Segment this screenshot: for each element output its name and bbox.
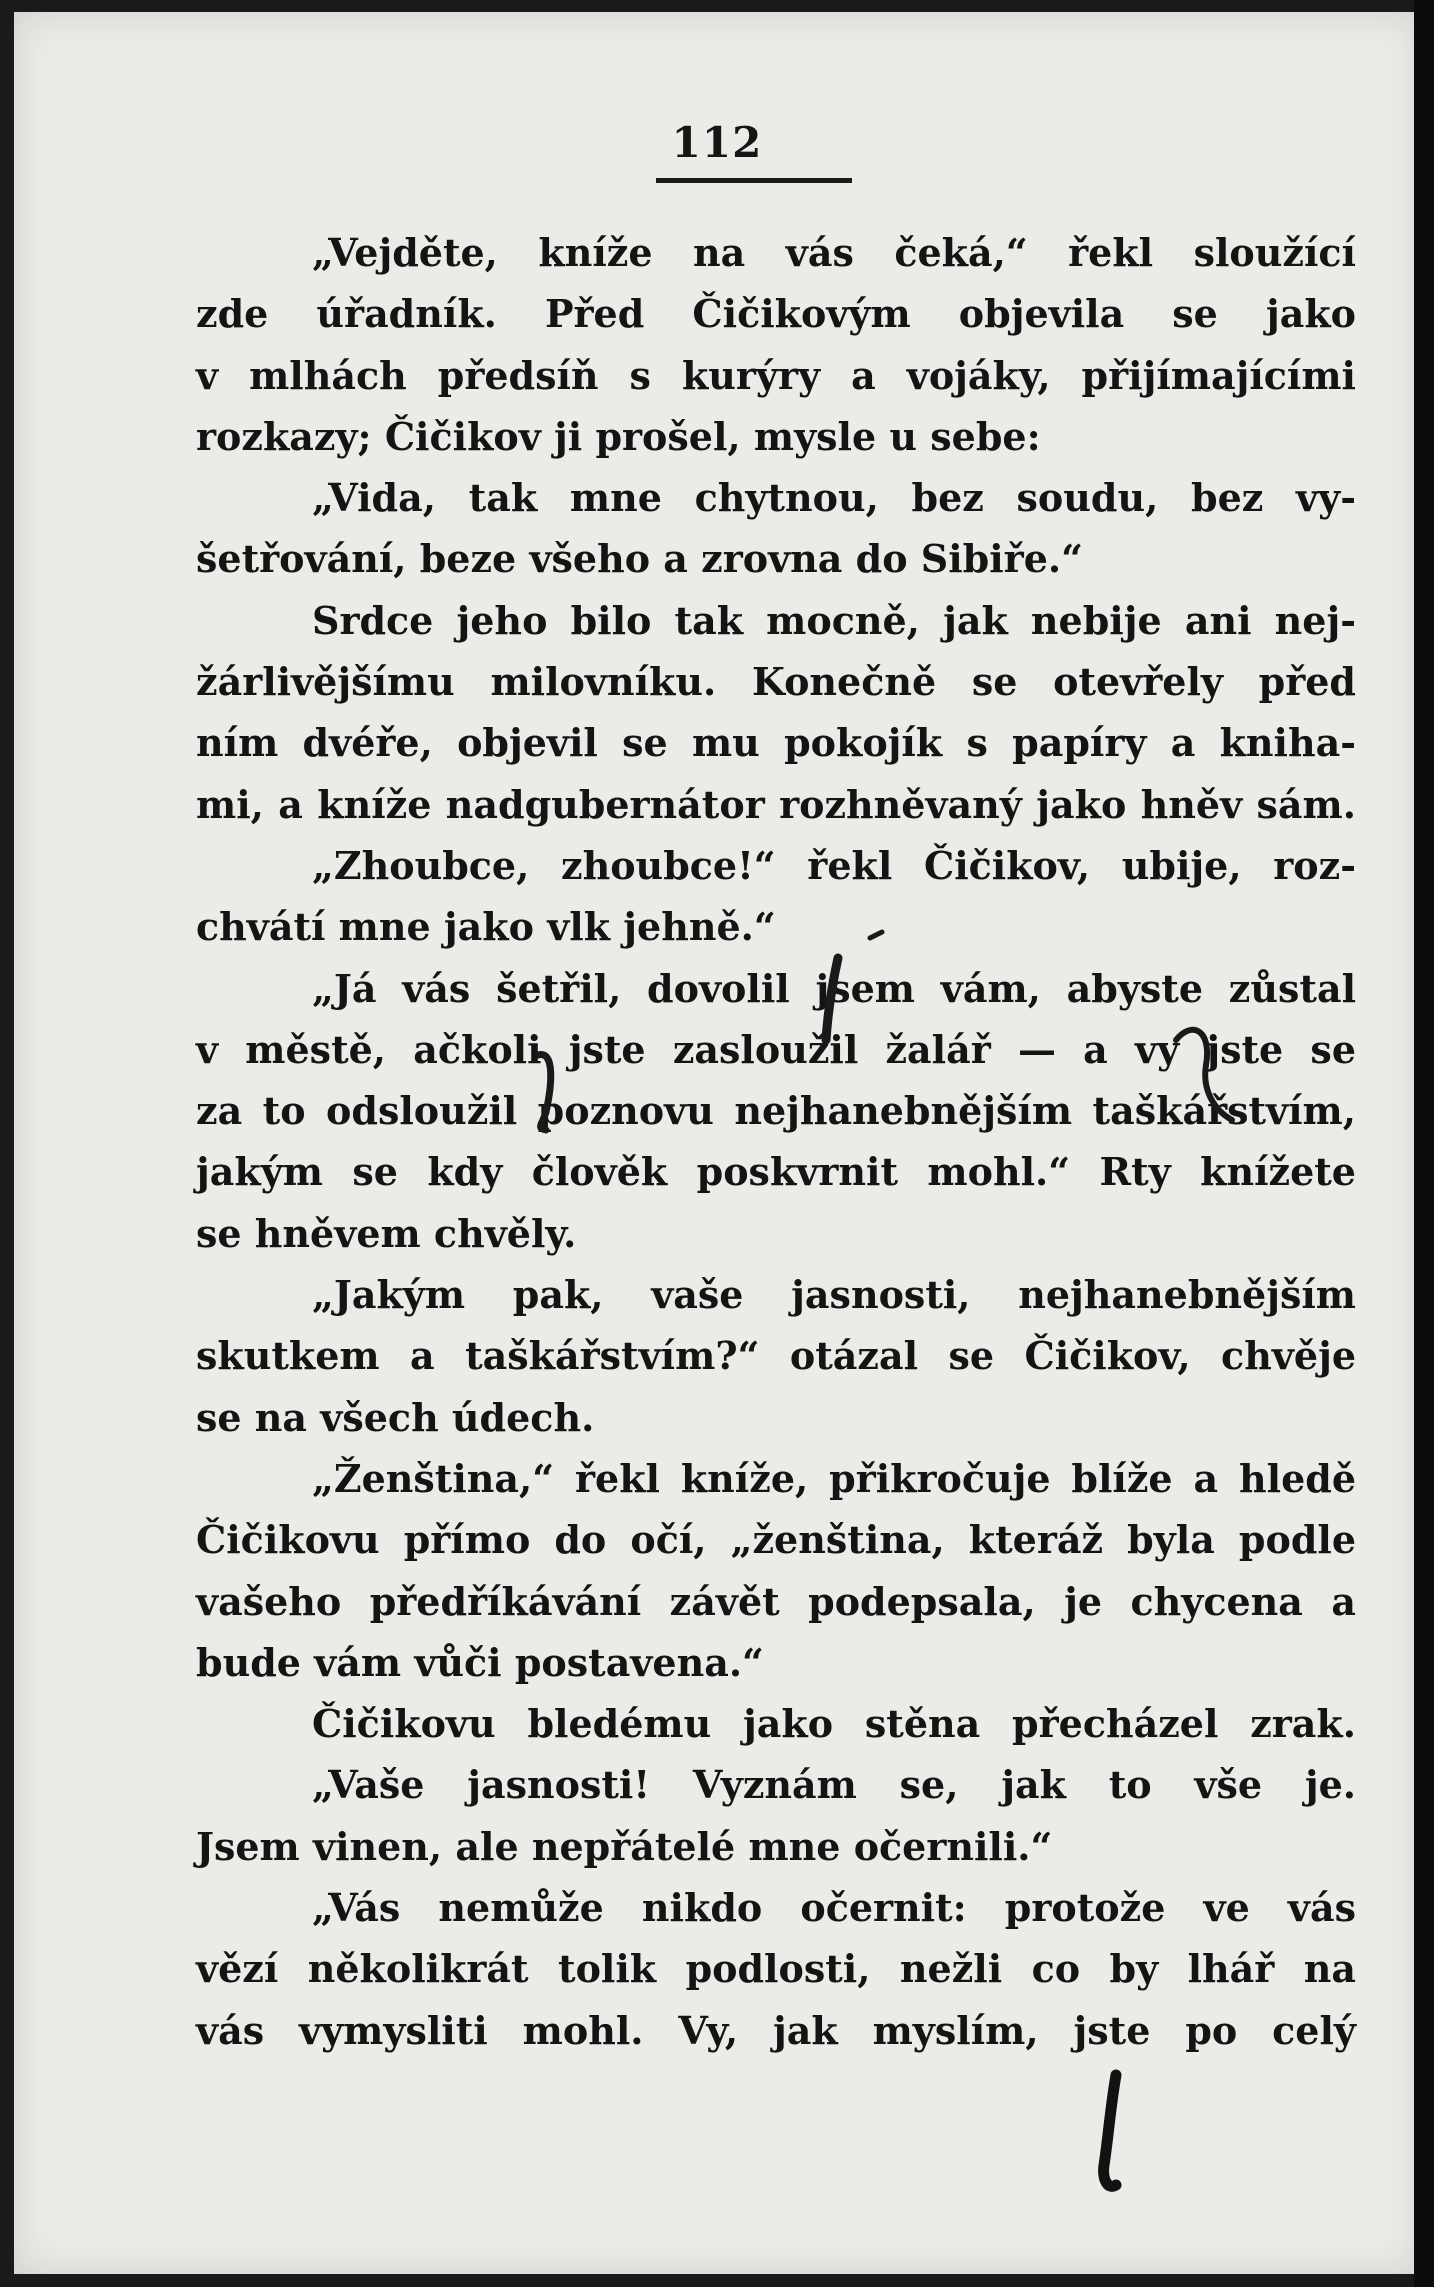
text-line: vás vymysliti mohl. Vy, jak myslím, jste po celý: [196, 2007, 1356, 2053]
text-line: Čičikovu bledému jako stěna přecházel zrak.: [312, 1701, 1356, 1747]
text-line: „Vida, tak mne chytnou, bez soudu, bez vy-: [312, 475, 1356, 521]
text-line: vašeho předříkávání závět podepsala, je chycena a: [196, 1578, 1356, 1624]
text-line: Jsem vinen, ale nepřátelé mne očernili.“: [196, 1823, 1053, 1869]
page-number: 112: [671, 118, 763, 167]
text-line: ním dvéře, objevil se mu pokojík s papíry a kniha-: [196, 720, 1356, 766]
page-number-rule: [656, 178, 852, 183]
text-line: Čičikovu přímo do očí, „ženština, kteráž byla podle: [196, 1517, 1356, 1563]
text-line: jakým se kdy člověk poskvrnit mohl.“ Rty knížete: [196, 1149, 1356, 1195]
text-line: za to odsloužil poznovu nejhanebnějším taškářstvím,: [196, 1088, 1356, 1134]
text-line: zde úřadník. Před Čičikovým objevila se jako: [196, 291, 1356, 337]
text-line: se hněvem chvěly.: [196, 1210, 577, 1256]
text-line: „Zhoubce, zhoubce!“ řekl Čičikov, ubije, roz-: [312, 842, 1356, 888]
text-line: v mlhách předsíň s kurýry a vojáky, přijímajícími: [196, 352, 1356, 398]
text-line: „Ženština,“ řekl kníže, přikročuje blíže a hledě: [312, 1455, 1356, 1501]
text-line: šetřování, beze všeho a zrovna do Sibiře.“: [196, 536, 1083, 582]
text-line: žárlivějšímu milovníku. Konečně se otevřely před: [196, 659, 1356, 705]
text-line: bude vám vůči postavena.“: [196, 1639, 764, 1685]
body-text: [196, 222, 1356, 2061]
text-line: vězí několikrát tolik podlosti, nežli co by lhář na: [196, 1946, 1356, 1992]
text-line: „Vaše jasnosti! Vyznám se, jak to vše je.: [312, 1762, 1356, 1808]
text-line: skutkem a taškářstvím?“ otázal se Čičikov, chvěje: [196, 1333, 1356, 1379]
text-line: mi, a kníže nadgubernátor rozhněvaný jako hněv sám.: [196, 781, 1356, 827]
text-line: chvátí mne jako vlk jehně.“: [196, 904, 776, 950]
text-line: „Já vás šetřil, dovolil jsem vám, abyste zůstal: [312, 965, 1356, 1011]
text-line: Srdce jeho bilo tak mocně, jak nebije ani nej-: [312, 597, 1356, 643]
text-line: v městě, ačkoli jste zasloužil žalář — a vy jste se: [196, 1026, 1356, 1072]
text-line: se na všech údech.: [196, 1394, 595, 1440]
text-line: „Vejděte, kníže na vás čeká,“ řekl sloužící: [312, 230, 1356, 275]
text-line: rozkazy; Čičikov ji prošel, mysle u sebe:: [196, 413, 1041, 459]
text-line: „Jakým pak, vaše jasnosti, nejhanebnějším: [312, 1272, 1356, 1318]
scan-edge: [1414, 0, 1434, 2287]
text-line: „Vás nemůže nikdo očernit: protože ve vás: [312, 1885, 1356, 1931]
